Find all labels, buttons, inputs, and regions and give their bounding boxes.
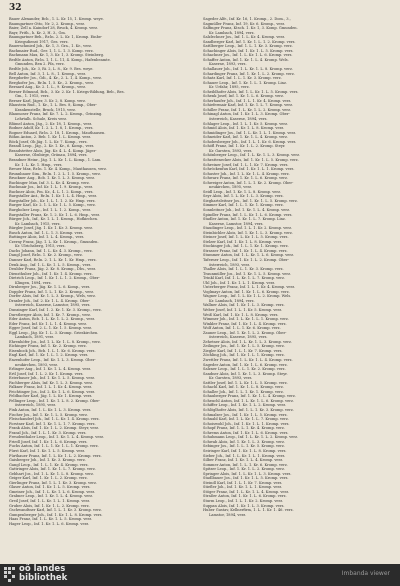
register-entry-line: Stiefler Joh., Inf. 1. Kr. 1. L. 1. Kromp. verz. — [203, 485, 283, 490]
register-entry-line: Diensthuber Joh., Inf. 1. Kr. 1. 4. Kromp. verz. — [9, 271, 93, 276]
register-entry-line: Geiger Karl, Inf. 1. Kr. 1. L. 2. Kromp. verz. — [9, 476, 88, 481]
register-entry-line: Wolf Anton, Inf. 1. L. 1. Kr. 6. Kromp. verz. — [203, 326, 281, 331]
register-entry-line: Schoiswohl Joh., Inf. 1. Kr. 1. L. 1. Kromp. verz. — [203, 421, 290, 426]
register-entry-line: Esterbauer Joh., Inf. 1. Kr. 1. L. 5. Kromp. verz. — [9, 376, 96, 381]
register-entry-line: Bayr, Frith., h. Kr. 2, H. 3., Gm. — [9, 30, 66, 35]
viewer-label: Imbanda viewer — [341, 570, 390, 577]
register-entry-line: Baumgartner Beh., Rr.ln. 2. L. Kr. 1, Kromp. Einbe- — [9, 35, 103, 40]
register-entry-line: Falkner Franz, Inf. 1. L. 1. Kr. 4. Kromp. verz. — [9, 385, 93, 390]
register-entry-line: Schachinger Alois, Inf. 1. Kr. 1. L. 5. Kromp. verz. — [203, 48, 294, 53]
register-entry-line: Staudinger Leop., Inf. 1. L. 1. Kr. 2. Kromp. verz. — [203, 226, 293, 231]
register-entry-line: Winkler Franz, Inf. 1. Kr. 1. L. 4. Kromp. verz. — [203, 321, 287, 326]
register-entry-line: Schopf Franz, Inf. 1. L. 1. Kr. 4. Kromp. verz. — [203, 426, 285, 431]
register-entry-line: Weiß Karl, Inf. 1. Kr. 1. L. 8. Kromp. verz. — [203, 312, 279, 317]
register-entry-line: Feichtinger Jos., Inf. 2. Kr. 1. L. 6. Kromp. verz. — [9, 389, 96, 394]
register-entry-line: neukirchen, 1893, verz. — [15, 362, 59, 367]
register-entry-line: Doppler Franz, Inf. 1. L. 1. Kr. 2. Kromp., verz. — [9, 289, 95, 294]
register-entry-line: Kr. Lambach, 1894, verz. — [209, 30, 255, 35]
register-entry-line: Schiefermair Karl, Inf. 1. Kr. 1. L. 7. Kromp. verz. — [203, 103, 294, 108]
register-entry-line: Schiller Franz, Inf. 1. L. Kr. 1. L. 2. Kromp. verz. — [203, 107, 292, 112]
register-entry-line: Friedl Josef, Inf. 1. Kr. 1. L. 6. Kromp. verz. — [9, 439, 88, 444]
register-entry-line: Bedtle Anton, Rr.ln. 1, 1. L. 11, 4. Komp., Hafenbeamte. — [9, 57, 111, 62]
library-logo-icon — [4, 565, 16, 583]
register-entry-line: Bürger Joh., Inf., Kr. 1. L. 1. Kromp., Hofkirchen. — [9, 217, 99, 222]
register-entry-line: Schaffer Anton, Inf. 1. Kr. 1. L. 4. Kromp. Wels. — [203, 57, 289, 62]
register-entry-line: Eggl Leop., Jäg. Kr. 1. L. 3. Kromp. Grieskirchen. — [9, 330, 99, 335]
register-entry-line: Eichinger Franz, Inf. 1. Kr. 2. Kromp. verz. — [9, 344, 87, 349]
text-column-right — [203, 17, 394, 562]
register-entry-line: Lamstor, 1894, verz. — [209, 512, 247, 517]
register-entry-line: Dietrich Leop., Inf. 1. Kr. 1. L. 1. 2. Kromp., Ober- — [9, 276, 100, 281]
register-entry-line: Bauer Alexander, Bcb., 1. L. Kr. 15, 1. Kromp. weye. — [9, 17, 104, 21]
register-entry-line: Silber Franz, Inf. 1. Kr. 1. L. 4. Kromp. verz. — [203, 458, 284, 463]
register-entry-line: Grabner Leop., Inf. 1. Kr. 1. L. 4. Kromp. verz. — [9, 494, 94, 499]
register-entry-line: Gaisberger Joh., Inf. 1. Kr. 3. Kromp. verz. — [9, 458, 86, 463]
register-entry-line: Stockinger Joh., Inf. 1. L. 1. Kr. 1. Kromp. verz. — [203, 244, 289, 249]
register-entry-line: Berghofer Jos., Rr.ln. 1, 5. Kr., 2. Kromp., verz. — [9, 80, 95, 85]
register-entry-line: Schuhmann Leop., Inf. 1. L. Kr. 1. L. 2. Kromp. verz. — [203, 435, 299, 440]
register-entry-line: Blaumoser Franz, Inf. Kr. 7. L. 2. Kromp., Grinzing. — [9, 112, 103, 117]
register-entry-line: Sandberger Karl, Inf. 1. Kr. 1. L. 1. 2. Kromp. verz. — [203, 39, 296, 44]
logo-line-1: oö landes — [19, 564, 66, 574]
register-entry-line: Buchner Alois, Fm. Kr., 4. L. 1. 2. Komp., verz. — [9, 189, 94, 194]
register-entry-line: Sattlberger Leop., Inf. 1. L. 1. Kr. 3. Kromp. verz. — [203, 44, 293, 49]
register-entry-line: Gumpenberger Joh., Inf. 1. Kr. 1. L. 8. Kromp. verz. — [9, 512, 103, 517]
register-entry-line: Schlager Leop., Inf. 1. L. 1. Kr. 5. Kromp. verz. — [203, 121, 289, 126]
library-logo[interactable] — [4, 565, 67, 583]
register-entry-line: Schauer Leop., Inf. 1. Kr. 1. L. 1. Kromp. Linz. — [203, 80, 287, 85]
register-entry-line: Schweiger Anton, Inf. 1. L. 1. Kr. 2. Kromp. Ober- — [203, 180, 294, 185]
logo-line-2: bibliothek — [19, 573, 68, 583]
register-entry-line: Lambach, 1891, verz. — [15, 335, 55, 340]
register-entry-line: Spindler Franz, Inf. 1. L. Kr. 1. L. 6. Kromp. verz. — [203, 212, 293, 217]
register-entry-line: Kaserne, Lamstor, 1894, verz. — [209, 221, 264, 226]
register-entry-line: Enzenhofer Leop., Inf. Kr. 1. L. 3. Kromp. Ober- — [9, 358, 96, 363]
register-entry-line: Bedtle Joh., Kr. 3, Ri. 2, L. 8., Kr. 9. Bes. weye. — [9, 67, 94, 72]
register-entry-line: Wallner Alois, Inf. 1. Kr. 1. L. 3. Kromp. verz. — [203, 303, 285, 308]
register-entry-line: Hager Leop., Inf. 1. Kr. 1. L. 6. Kromp. verz. — [9, 521, 90, 526]
register-entry-line: Zauner Leop., Inf. 1. Kr. 1. L. 2. Kromp. Ober- — [203, 330, 287, 335]
register-entry-line: Ziegler Karl, Inf. 1. L. 1. Kr. 7. Kromp. verz. — [203, 348, 283, 353]
register-entry-line: Fink Anton, Inf. 1. L. Kr. 1. L. 3. Kromp. verz. — [9, 408, 92, 413]
register-entry-line: Traunmüller Jos., Inf. 1. Kr. 1. L. 5. Kromp. verz. — [203, 271, 292, 276]
register-entry-line: Seyr Alois, Inf. 1. L. Kr. 1. L. 3. Kromp. verz. — [203, 194, 284, 199]
register-entry-line: Berner Karl, Jäger, 3. Kr. 2, 8. Komp. verz. — [9, 98, 87, 103]
register-entry-line: Engl Karl, Inf. 1. Kr. 1. L. 1. 2. Kromp. verz. — [9, 353, 89, 358]
register-entry-line: Bruckner Aug., Bcb. 1. Kr. 1. L. 3. Kromp. verz. — [9, 176, 96, 181]
register-entry-line: Schiffer Leop., Inf. 1. Kr. 1. L. 2. Kromp. verz. — [203, 403, 287, 408]
register-entry-line: Stadlbauer Jos., Inf. 1. Kr. 1. L. 5. Kromp. verz. — [203, 476, 289, 481]
register-entry-line: Sturm Leop., Inf. 1. L. 1. Kr. 2. Kromp. verz. — [203, 498, 284, 503]
register-entry-line: Suppan Alois, Inf. 1. Kr. 1. L. 3. Kromp. verz. — [203, 503, 285, 508]
register-entry-line: Bachmann Max, Kr. 1, 3. Kr. 1, 3. Kromp. Steinberg. — [9, 53, 105, 58]
register-entry-line: Huber Gustav, Kellnerfirm, 1. L. 1. Kr. 1. 46. verz. — [203, 508, 294, 513]
register-entry-line: Fischer Jos., Inf. 1. Kr. 1. L. 5. Kromp. verz. — [9, 412, 89, 417]
register-entry-line: österreich, Kaserne, Lamstor, 1895, verz. — [15, 303, 91, 308]
register-entry-line: Schuster Joh., Inf. 1. L. Kr. 1. L. 4. Kromp. verz. — [203, 171, 290, 176]
register-entry-line: Forstner Karl, Inf. 1. Kr. 1. L. 1. 7. Kromp. verz. — [9, 421, 96, 426]
register-entry-line: Sieghartsleitner Jos., Inf. 1. Kr. 1. L. 5. Kromp. verz. — [203, 198, 298, 203]
register-entry-line: Blümel Anton, Jäg., 2. Kr. 18, 1. Kromp., verz. — [9, 121, 93, 126]
register-entry-line: Stummer Anton, Inf. 1. L. Kr. 1. L. 6. Kromp. verz. — [203, 253, 295, 258]
register-entry-line: Zöchling Joh., Inf. 1. Kr. 1. L. 1. Kromp. verz. — [203, 353, 285, 358]
register-entry-line: Taferner Leop., Inf. 1. Kr. 1. L. 2. Kromp. Ober- — [203, 257, 289, 262]
register-entry-line: Sandner Alois, Inf. 1. Kr. 1. L. 3. Kromp. Steyr. — [203, 371, 288, 376]
register-entry-line: Salzlechner Jos., Inf. 1. L. Kr. 4. Kromp. verz. — [203, 35, 286, 40]
register-entry-line: Erlinger Aug., Inf. 1. Kr. 1. L. 4. Kromp. verz. — [9, 367, 92, 372]
register-entry-line: Buchinger Max, Inf. 3. L. Kr. 4. Kromp. verz. — [9, 180, 90, 185]
register-entry-line: Schachl Karl, Inf. 1. Kr. 1. L. 8. Kromp. verz. — [203, 385, 284, 390]
register-entry-line: Gangl Leop., Inf. 1. L. 1. Kr. 4. Kromp. verz. — [9, 462, 89, 467]
register-entry-line: Böck Josef, Ob.Jäg. 1. L. Kr. 7. Komp., verz. — [9, 139, 88, 144]
register-entry-line: Klingen, 1894, verz. — [15, 280, 52, 285]
register-entry-line: Salzner Leop., Inf. 1. L. 1. Kr. 2. Kromp. verz. — [203, 367, 286, 372]
register-entry-line: Buttinger Alois, Inf. 1. L. 4. Kromp., verz. — [9, 235, 85, 240]
register-entry-line: Gattringer Alois, Inf. 1. Kr. 1. L. 7. Kromp. verz. — [9, 467, 96, 472]
register-entry-line: Bachmaier Rud., Ger. 1, 1. L. 1. 3. Komp. verz. — [9, 48, 94, 53]
register-entry-line: Fürst Karl, Inf. 1. Kr. 1. L. 5. Kromp. verz. — [9, 448, 86, 453]
register-entry-line: Schallauer Joh., Inf. 1. L. Kr. 1. L. 8. Kromp. verz. — [203, 67, 294, 72]
register-entry-line: Haas Franz, Inf. 1. L. Kr. 1. L. 5. Kromp. verz. — [9, 517, 93, 522]
register-entry-line: Schmalzer Jos., Inf. 1. Kr. 1. L. 5. Kromp. verz. — [203, 412, 288, 417]
register-entry-line: Schönberger Leop., Inf. 1. L. Kr. 1. L. 3. Kromp. verz. — [203, 153, 301, 158]
register-entry-line: Sagmüller Franz, Inf. 19, Kr. 6. Kromp., verz. — [203, 21, 286, 26]
register-entry-line: Burgstaller Joh., Kr. 1, L. 1. 1. 2. Kr. Hmp. verz. — [9, 198, 96, 203]
register-entry-line: Schauberger Franz, Inf. 1. Kr. 1. L. 4. Kromp. verz. — [203, 394, 296, 399]
register-entry-line: Schmid Alois, Inf. 1. Kr. 1. L. 8. Kromp. verz. — [203, 126, 285, 131]
register-entry-line: Gruber Alois, Inf. 1. Kr. 1. L. 2. Kromp. verz. — [9, 503, 90, 508]
register-entry-line: Schöfl Franz, Inf. 1. Kr. 1. L. 2. Kromp. Steyr. — [203, 144, 286, 149]
register-entry-line: Seidl Leop., Inf. 1. Kr. 1. L. 8. Kromp. verz. — [203, 189, 282, 194]
register-entry-line: Scherhaufer Joh., Inf. 1. L. 1. Kr. 4. Kromp. verz. — [203, 98, 292, 103]
register-entry-line: Sommer Anton, Inf. 1. L. 1. Kr. 6. Kromp. verz. — [203, 462, 288, 467]
register-entry-line: Schaller Joh., Inf. 1. L. 1. Kr. 1. Kromp. verz. — [203, 389, 284, 394]
register-entry-line: Simmer Karl, Inf. 1. L. 1. Kr. 1. Kromp. verz. — [203, 203, 284, 208]
register-entry-line: Sageder Anton, Inf. 1. Kr. 1. L. 6. Kromp. verz. — [203, 362, 288, 367]
register-entry-line: Baumgartner Otto, Nr. 2, 2. Kromp., verz. — [9, 21, 86, 26]
register-entry-line: Breuer Max, Rr.ln. 1. Kr. 4. Komp., Mauthausen, verz. — [9, 167, 107, 172]
register-entry-line: Wagner Leop., Inf. 1. L. Kr. 1. L. 2. Kromp. Wels. — [203, 294, 292, 299]
register-entry-line: Zehetner Alois, Inf. 1. L. Kr. 1. L. 3. Kromp. verz. — [203, 339, 293, 344]
register-entry-line: Schinagl Anton, Inf. 1. Kr. 1. L. 3. Kromp. Ober- — [203, 112, 290, 117]
register-entry-line: Kr. Ulrichsberg, 1915, verz. — [15, 244, 66, 249]
register-entry-line: Blaustein Rud., 1. Kr., 1. L. Bes. 8, Komp., Ober- — [9, 103, 97, 108]
register-entry-line: Fachberger Alois, Inf. Kr. 1. L. 3. Kromp. verz. — [9, 380, 94, 385]
text-column-left — [9, 17, 196, 562]
register-entry-line: Schneider Karl, Inf. 1. Kr. 1. L. 4. Kromp. verz. — [203, 135, 289, 140]
register-entry-line: Bodner Adolf, Kr. 1. 2. L. 1. 8, 1. Kromp., verz. — [9, 126, 94, 131]
register-entry-line: Schrems Anton, Inf. 1. Kr. 1. L. 6. Kromp. verz. — [203, 430, 289, 435]
register-entry-line: Schwarz Franz, Inf. 1. Kr. 1. L. 6. Kromp. verz. — [203, 176, 288, 181]
register-entry-line: Lehrtalh. Schule, Kreis verz. — [15, 117, 68, 122]
register-entry-line: Gierlinger Franz, Inf. 1. L. 1. Kr. 3. Kromp. verz. — [9, 480, 97, 485]
register-entry-line: Uhl Joh., Inf. 1. Kr. 1. L. 1. Kromp. verz. — [203, 280, 276, 285]
register-entry-line: Eder Anton, Bcb. 1. L. Kr. 1. L. 2. Kromp., verz. — [9, 317, 96, 322]
register-entry-line: Burger Karl, Kr. 2. 1. L. Kr. 1. L. 5. Komp., verz. — [9, 203, 96, 208]
register-entry-line: Dangl Josef, Rr.ln. 1. Kr. 2. Kromp., verz. — [9, 253, 83, 258]
register-entry-line: Voglmayr Anton, Inf. 1. Kr. 1. L. 6. Kromp. verz. — [203, 289, 290, 294]
register-entry-line: Schmidinger Jos., Inf. 1. L. Kr. 1. L. 1. Kromp. verz. — [203, 130, 297, 135]
register-entry-line: Denk Aug., Inf. 1. L. Kr. 1. L. 5. Kromp., verz. — [9, 262, 92, 267]
register-entry-line: österreich, 1893, verz. — [209, 262, 251, 267]
register-entry-line: Kaserne, Obsbirge, Grünau, 1894, verz. — [15, 153, 88, 158]
register-entry-line: Freudenthaler Leop., Inf. 1. Kr. 1. L. 4. Kromp. verz. — [9, 435, 105, 440]
register-entry-line: Sattler Josef, Inf. 1. L. Kr. 1. L. 5. Kromp. verz. — [203, 380, 288, 385]
register-entry-line: Gmeiner Joh., Inf. 1. L. Kr. 1. L. 6. Kromp. verz. — [9, 489, 96, 494]
register-entry-line: neukirchen, 1895, verz. — [209, 185, 253, 190]
register-entry-line: Bogner Eduard, Rr.ln. 2. 18, 1. Kromp., Mauthausen. — [9, 130, 106, 135]
register-entry-line: Trinkl Karl, Inf. 1. L. Kr. 1. L. 7. Kromp. verz. — [203, 276, 286, 281]
register-entry-line: Schrattenecker Alois, Inf. 1. Kr. 1. L. 5. Kromp. verz. — [203, 157, 299, 162]
register-entry-line: Krankenstelle, Bruck, 1915, verz. — [15, 107, 77, 112]
register-entry-line: Spitzer Leop., Inf. 1. Kr. 1. L. 2. Kromp. verz. — [203, 467, 286, 472]
register-entry-line: Schnabl Karl, Inf. 1. L. Kr. 1. L. 7. Kromp. verz. — [203, 417, 289, 422]
register-entry-line: Kr. Garsten, 1893, verz. — [209, 376, 253, 381]
register-entry-line: Gschwandtner Karl, Inf. 1. L. 1. Kr. 3. Kromp. verz. — [9, 508, 102, 513]
register-entry-line: Stöger Franz, Inf. 1. L. Kr. 1. L. 4. Kromp. verz. — [203, 489, 290, 494]
register-entry-line: Berner Edmund, Bcb., 3. Kr. 2. Kr. 1. Kriegs-Bildung, Beb., Bes. — [9, 89, 125, 94]
register-entry-line: Greil Josef, Inf. 1. L. Kr. 1. L. 1. Kromp. verz. — [9, 498, 91, 503]
register-entry-line: Danner Karl, Rr.ln. 2. 1. L. Kr. 1. Kr. Hmp., verz. — [9, 257, 97, 262]
register-entry-line: Scheiblhofer Alois, Inf. 1. L. Kr. 1. L. 5. Kromp. verz. — [203, 89, 299, 94]
register-entry-line: Weber Josef, Inf. 1. L. 1. Kr. 5. Kromp. verz. — [203, 308, 283, 312]
register-entry-line: Stadler Anton, Inf. 1. Kr. 1. L. 7. Kromp. Linz. — [203, 217, 286, 222]
register-entry-line: Kr. Garsten, 1893, verz. — [209, 148, 253, 153]
register-entry-line: Bauerschmied Job., Kr. 1, 3. Gra., 1. Kr., verz. — [9, 44, 93, 49]
register-entry-line: Thaller Alois, Inf. 1. L. 1. Kr. 3. Kromp. verz. — [203, 267, 284, 272]
register-entry-line: Ertl Josef, Inf. 1. L. 2. Kr. 1. Kromp. verz. — [9, 371, 84, 376]
register-entry-line: Straßer Anton, Inf. 1. Kr. 1. L. 6. Kromp. verz. — [203, 494, 287, 499]
register-entry-line: Dorfer Alois, Inf. Kr. 1. L. 3. Kromp., Wels, verz. — [9, 294, 97, 299]
register-entry-line: Bergdorfer Jos., Gdi., 4. Kr., 2. L. 1, 4. Komp., verz. — [9, 76, 103, 81]
register-entry-line: Zwettler Franz, Inf. 1. L. Kr. 1. L. 4. Kromp. verz. — [203, 358, 293, 363]
register-entry-line: Zeilinger Jos., Inf. 1. Kr. 1. L. 5. Kromp. verz. — [203, 344, 285, 349]
register-entry-line: Draxler Joh., Inf. 2. Kr. 1. L. 4. Kromp. Ober- — [9, 298, 91, 303]
register-entry-line: Kaserne, 1893, verz. — [209, 62, 247, 67]
register-entry-line: Brandl Leop., Jäg., 2. Kr. 1. Kr., 6. Komp., verz. — [9, 144, 95, 149]
register-entry-line: Springer Alois, Inf. 1. L. Kr. 1. L. 3. Kromp. verz. — [203, 471, 292, 476]
register-entry-line: Busch Anton, Inf. 1. L. 1. 3. Kromp. verz. — [9, 230, 84, 235]
viewer-footer — [0, 564, 400, 586]
register-entry-line: Burgstaller Ant., Rr.ln. 1. Kr. 1. L. 4. Hmp., verz. — [9, 194, 98, 199]
register-entry-line: Fleischanderl Joh., Inf. 1. L. Kr. 1. 4. Kromp. verz. — [9, 417, 100, 422]
register-entry-line: Schobesberger Joh., Inf. 1. L. 1. Kr. 6. Kromp. verz. — [203, 139, 297, 144]
register-entry-line: Bernard Aug., Kr. 2. 1. L., 9. Kromp., verz. — [9, 85, 87, 90]
register-entry-line: Scheuchl Anton, Inf. 1. L. Kr. 1. L. 6. Kromp. verz. — [203, 398, 295, 403]
register-entry-line: Böhm Anton, 2. Beb. 1. Kr. 1. L. Kromp. verz. — [9, 135, 92, 140]
register-entry-line: Burgstaller Franz, Kr. 1. 2. Kr. 1. L. 6. Hmp., verz. — [9, 212, 101, 217]
register-entry-line: Eisenbock Joh., Bcb. 1. L. 1. Kr. 6. Kromp. verz. — [9, 348, 96, 353]
register-entry-line: Gmunden, Ben 2. Pfa, verz. — [15, 62, 65, 67]
register-entry-line: Steinbichler Alois, Inf. 1. Kr. 1. L. 3. Kromp. verz. — [203, 230, 293, 235]
register-entry-line: Glaser Anton, Inf. 1. Kr. 1. L. 5. Kromp. verz. — [9, 485, 91, 490]
register-entry-line: Brunnbauer Sim., Rr.ln. 1. 2. L. 1. 5. Kromp., verz. — [9, 171, 101, 176]
register-entry-line: Bell Anton, Inf. 3, 1. L. 8., 1. Kromp., verz. — [9, 71, 87, 76]
register-entry-line: Sonnleitner Joh., Inf. 1. Kr. 1. L. 4. Kromp. verz. — [203, 207, 291, 212]
register-entry-line: Dirnberger Jos., Jäg. Kr. 1. L. 6. Komp., verz. — [9, 285, 91, 290]
register-entry-line: Fürthauer Franz, Inf. 1. L. Kr. 1. L. 2. Kromp. verz. — [9, 453, 102, 458]
register-entry-line: Brandner Heinr., Jäg. 1. L. Kr. 1. L. Komp., 1. Lam. — [9, 157, 102, 162]
register-entry-line: Kriegsdienst 1917, Ges. verz. — [15, 39, 69, 44]
register-entry-line: Unterberger Franz, Inf. 1. L. 1. Kr. 4. Kromp. verz. — [203, 285, 296, 290]
register-entry-line: Schatz Karl, Inf. 1. L. 1. Kr. 3. Kromp. verz. — [203, 76, 282, 81]
register-entry-line: Wimmer Joh., Inf. 1. L. Kr. 1. L. 1. Kromp. verz. — [203, 317, 289, 322]
register-entry-line: Baier, Zell a. Kaindorf 28, Bruck, 4. Kromp. verz. — [9, 26, 99, 31]
register-entry-line: Czerny Franz, Jäg. 1. L. Kr. 1. Kromp., Gmunden. — [9, 239, 99, 244]
register-entry-line: Egger Josef, Inf. 2. L. 1. Kr. 1. 5. Kromp. verz. — [9, 326, 93, 331]
register-entry-line: Buchmair Jos., Inf. Kr. 1. L. 1. 9. Kromp., verz. — [9, 185, 94, 190]
library-logo-text — [19, 565, 67, 583]
register-entry-line: Feldbacher Karl, Jäg. 1. L. Kr. 1. Kromp. verz. — [9, 394, 93, 399]
register-entry-line: Schenk Josef, Inf. 1. Kr. 1. L. 6. Kromp. verz. — [203, 94, 284, 99]
register-entry-line: Sageder Alfr., Inf. Kr. 16, 1. Kromp., 2. Dom., 3., — [203, 17, 291, 21]
register-entry-line: Frank Alois, Inf. 1. Kr. 1. L. 2. Kromp. Steyr, verz. — [9, 426, 100, 431]
register-entry-line: Seiringer Karl, Inf. 1. Kr. 1. L. 8. Kromp. verz. — [203, 448, 287, 453]
register-entry-line: Schlöglhofer Alois, Inf. 1. L. 1. Kr. 3. Kromp. verz. — [203, 408, 294, 413]
register-entry-line: Steindl Karl, Inf. 1. L. 1. Kr. 7. Kromp. verz. — [203, 480, 283, 485]
register-entry-line: Fuchs Anton, Inf. 1. L. 1. Kr. 1. L. 1. Kromp. verz. — [9, 444, 99, 449]
register-entry-line: Kr. Urfahr, 1895, verz. — [209, 85, 250, 90]
register-entry-line: Dachs Johann, Inf. 1. L. Kr. 4. 3. Kromp., verz. — [9, 248, 93, 253]
register-entry-line: Kr. 1. L. Kr. 1. Hmp., verz. — [15, 162, 63, 167]
register-entry-line: Ehrenhöfer Jos., Inf. 1. L. Kr. 1. L. 8. Kromp., verz. — [9, 339, 101, 344]
page-number: 32 — [9, 3, 22, 13]
register-entry-line: Gebhart Jos., Inf. 1. L. Kr. 1. L. 8. Kromp. verz. — [9, 471, 94, 476]
register-entry-line: Schardinger Franz, Inf. 1. Kr. 1. L. 2. Kromp. verz. — [203, 71, 295, 76]
register-entry-line: Strasser Franz, Inf. 1. Kr. 1. L. 4. Kromp. verz. — [203, 248, 288, 253]
register-entry-line: Fellinger Leop., Inf. 1. Kr. 1. L. 8. 2. Kromp. Ober- — [9, 398, 101, 403]
register-entry-line: österreich, Kaserne, 1894, verz. — [209, 117, 268, 122]
register-entry-line: Bürgler Josef, Jäg. 1. Kr. 1. Kr. 3. Kromp. verz. — [9, 226, 94, 231]
register-entry-line: Sieber Joh., Inf. 1. L. Kr. 1. L. 1. Kromp. verz. — [203, 453, 286, 458]
register-entry-line: Franzl Joh., Inf. 1. L. 1. Kr. 3. Kromp. verz. — [9, 430, 87, 435]
register-entry-line: Sebinger Jos., Inf. 1. L. 1. Kr. 5. Kromp. verz. — [203, 444, 285, 449]
register-entry-line: Burgholzer Leop., Inf. 1. L. 1. 2. Komp., verz. — [9, 207, 92, 212]
register-entry-line: Dunzinger Karl, Inf. 1. 2. Kr. 1. Kr. 3. Kromp., verz. — [9, 308, 102, 312]
register-entry-line: Kr. Lambach, 1894, verz. — [209, 298, 255, 303]
register-entry-line: Steiner Josef, Inf. 1. L. Kr. 1. L. 5. Kromp. verz. — [203, 235, 289, 240]
register-entry-line: Schreiner Josef, Inf. 1. L. 1. Kr. 7. Kromp. verz. — [203, 162, 289, 167]
register-entry-line: Schwab Alois, Inf. 1. Kr. 1. L. 3. Kromp. verz. — [203, 439, 286, 444]
register-entry-line: Schachner Jos., Inf. 1. L. Kr. 1. L. 6. Kromp. verz. — [203, 53, 293, 58]
register-entry-line: Eder Franz, Inf. Kr. 1. L. 1. 4. Kromp. verz. — [9, 321, 88, 326]
register-entry-line: Gm., 1. 1915, verz. — [15, 94, 50, 99]
register-entry-line: Stelzer Karl, Inf. 1. Kr. 1. L. 8. Kromp. verz. — [203, 239, 283, 244]
register-entry-line: Brandstetter Alois, Jäg. Kr. 4. L. 4. Komp. Jäger- — [9, 148, 97, 153]
register-entry-line: Kr. Lambach, 1915, verz. — [15, 221, 61, 226]
register-entry-line: Salfinger Franz, Ktsch. 1. Kr. 1, 3. Komp. Gmunden. — [203, 26, 298, 31]
register-entry-line: Schröckenfux Karl, Inf. 1. Kr. 1. L. 1. Kromp. verz. — [203, 167, 295, 172]
register-entry-line: österreich, Kaserne, 1895, verz. — [209, 335, 268, 340]
register-entry-line: Durstberger Alois, Inf. 1. Kr. 7. Kromp., verz. — [9, 312, 92, 317]
register-entry-line: Deubler Franz, Jäg. 2. Kr. 8. Kromp., Dbs., verz. — [9, 267, 97, 272]
register-entry-line: österreich, 1895, verz. — [15, 403, 57, 408]
